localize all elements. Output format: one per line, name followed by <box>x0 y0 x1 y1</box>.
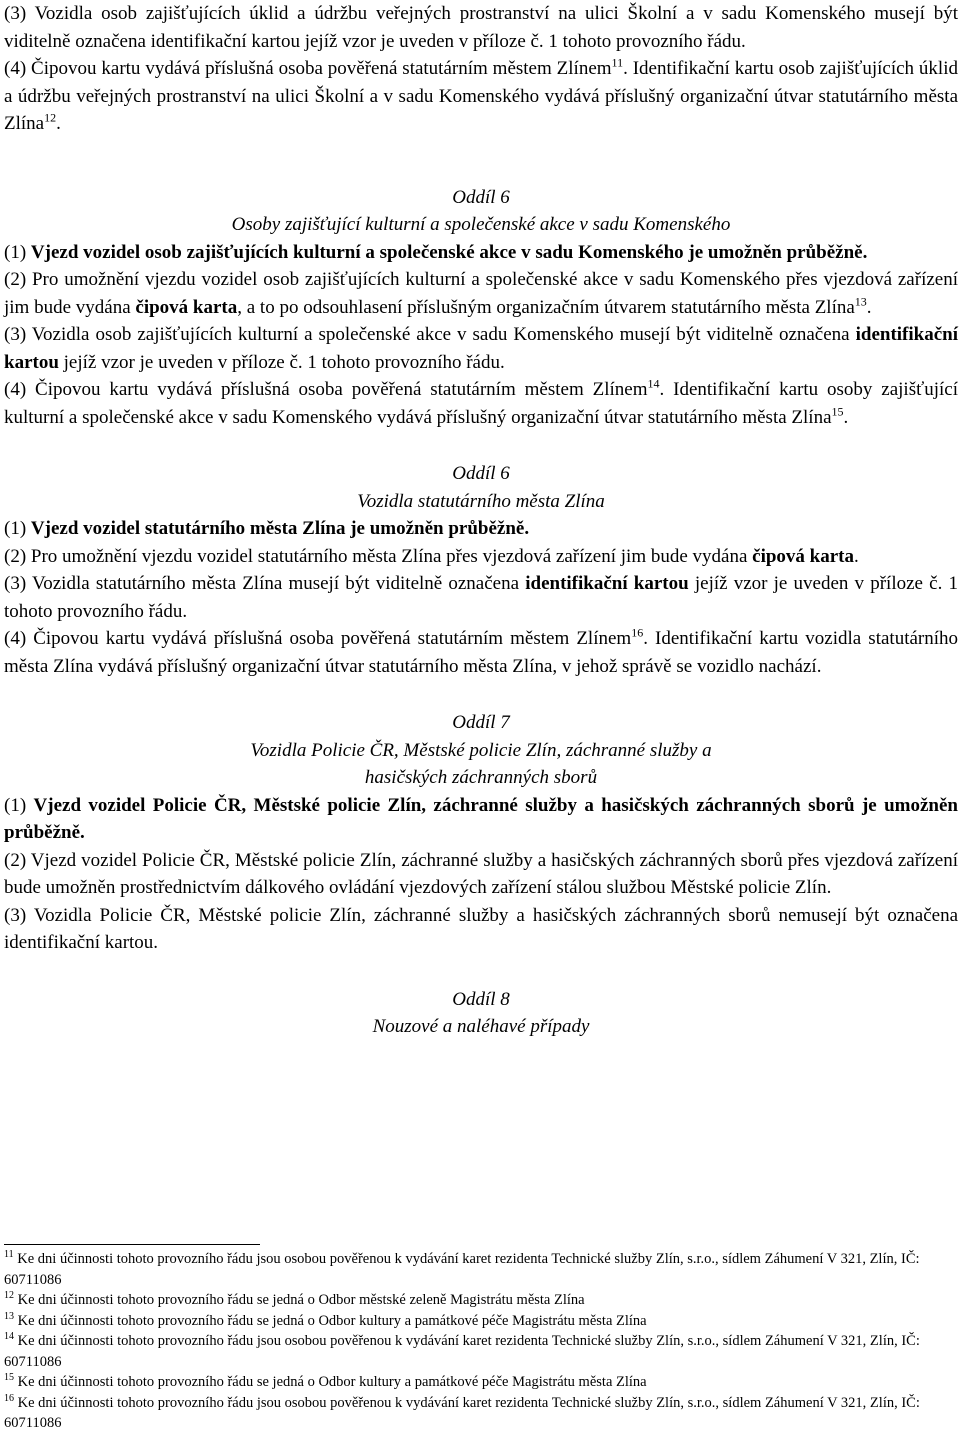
paragraph-1: (1) Vjezd vozidel statutárního města Zlína je umožněn průběžně. <box>4 518 530 539</box>
footnote-ref-15[interactable]: 15 <box>831 404 844 419</box>
footnote-ref-14[interactable]: 14 <box>647 376 660 391</box>
footnote-ref-13[interactable]: 13 <box>854 294 867 309</box>
section-6-cultural-events <box>4 184 958 432</box>
paragraph-2: (2) Vjezd vozidel Policie ČR, Městské policie Zlín, záchranné služby a hasičských záchranných sborů přes vjezdová zařízení bude umožněn prostřednictvím dálkového ovládání vjezdových zařízení stálou službou Městské policie Zlín. <box>4 849 958 898</box>
paragraph-4: (4) Čipovou kartu vydává příslušná osoba pověřená statutárním městem Zlínem$^{16}$. Identifikační kartu vozidla statutárního města Zlína vydává příslušný organizační útvar statutárního města Zlína, v jehož správě se vozidlo nachází. <box>4 625 959 677</box>
paragraph-4: (4) Čipovou kartu vydává příslušná osoba pověřená statutárním městem Zlínem$^{14}$. Identifikační kartu osoby zajišťující kulturní a společenské akce v sadu Komenského vydává příslušný organizační útvar statutárního města Zlína$^{15}$. <box>4 376 958 428</box>
paragraph-1: (1) Vjezd vozidel osob zajišťujících kulturní a společenské akce v sadu Komenského je umožněn průběžně. <box>4 241 868 263</box>
section-title: Vozidla statutárního města Zlína <box>357 490 605 512</box>
footnote-11: $^{11}$ Ke dni účinnosti tohoto provozního řádu jsou osobou pověřenou k vydávání karet rezidenta Technické služby Zlín, s.r.o., sídlem Záhumení V 321, Zlín, IČ: 60711086 <box>4 1249 920 1288</box>
footnote-13: $^{13}$ Ke dni účinnosti tohoto provozního řádu se jedná o Odbor kultury a památkové péče Magistrátu města Zlína <box>4 1310 647 1329</box>
section-8-emergency-cases <box>4 986 958 1041</box>
section-spacer <box>4 138 958 184</box>
section-title-line-2: hasičských záchranných sborů <box>364 767 598 788</box>
section-heading: Oddíl 6 <box>452 186 510 208</box>
footnote-16: $^{16}$ Ke dni účinnosti tohoto provozního řádu jsou osobou pověřenou k vydávání karet rezidenta Technické služby Zlín, s.r.o., sídlem Záhumení V 321, Zlín, IČ: 60711086 <box>4 1392 920 1431</box>
footnotes <box>4 1244 958 1434</box>
section-heading: Oddíl 7 <box>452 712 510 733</box>
footnote-ref-11[interactable]: 11 <box>611 55 624 70</box>
paragraph-3-cleaning-vehicles: (3) Vozidla osob zajišťujících úklid a údržbu veřejných prostranství na ulici Školní a v sadu Komenského musejí být viditelně označena identifikační kartou jejíž vzor je uveden v příloze č. 1 tohoto provozního řádu. <box>4 3 958 52</box>
paragraph-2: (2) Pro umožnění vjezdu vozidel statutárního města Zlína přes vjezdová zařízení jim bude vydána čipová karta. <box>4 545 859 567</box>
section-title-line-1: Vozidla Policie ČR, Městské policie Zlín, záchranné služby a <box>250 739 712 761</box>
footnote-ref-16[interactable]: 16 <box>631 625 644 640</box>
footnote-separator <box>4 1244 260 1245</box>
footnote-ref-12[interactable]: 12 <box>44 110 57 125</box>
footnote-15: $^{15}$ Ke dni účinnosti tohoto provozního řádu se jedná o Odbor kultury a památkové péče Magistrátu města Zlína <box>4 1372 647 1390</box>
section-spacer <box>4 431 958 460</box>
section-spacer <box>4 957 958 986</box>
section-heading: Oddíl 8 <box>452 988 510 1010</box>
paragraph-1: (1) Vjezd vozidel Policie ČR, Městské policie Zlín, záchranné služby a hasičských záchranných sborů je umožněn průběžně. <box>4 794 958 843</box>
section-title: Osoby zajišťující kulturní a společenské akce v sadu Komenského <box>231 214 731 235</box>
section-spacer <box>4 680 958 709</box>
paragraph-3: (3) Vozidla Policie ČR, Městské policie Zlín, záchranné služby a hasičských záchranných sborů nemusejí být označena identifikační kartou. <box>4 904 958 953</box>
section-6-city-vehicles <box>4 460 958 680</box>
footnote-12: $^{12}$ Ke dni účinnosti tohoto provozního řádu se jedná o Odbor městské zeleně Magistrátu města Zlína <box>4 1290 585 1308</box>
section-heading: Oddíl 6 <box>452 463 510 484</box>
paragraph-4-cleaning-chip-card: (4) Čipovou kartu vydává příslušná osoba pověřená statutárním městem Zlínem$^{11}$. Identifikační kartu osob zajišťujících úklid a údržbu veřejných prostranství na ulici Školní a v sadu Komenského vydává příslušný organizační útvar statutárního města Zlína$^{12}$. <box>4 55 958 134</box>
section-7-emergency-vehicles <box>4 709 958 957</box>
footnote-14: $^{14}$ Ke dni účinnosti tohoto provozního řádu jsou osobou pověřenou k vydávání karet rezidenta Technické služby Zlín, s.r.o., sídlem Záhumení V 321, Zlín, IČ: 60711086 <box>4 1331 920 1370</box>
paragraph-3: (3) Vozidla statutárního města Zlína musejí být viditelně označena identifikační kartou jejíž vzor je uveden v příloze č. 1 tohoto provozního řádu. <box>4 573 958 622</box>
paragraph-2: (2) Pro umožnění vjezdu vozidel osob zajišťujících kulturní a společenské akce v sadu Komenského přes vjezdová zařízení jim bude vydána čipová karta, a to po odsouhlasení příslušným organizačním útvarem statutárního města Zlína$^{13}$. <box>4 269 958 318</box>
paragraph-3: (3) Vozidla osob zajišťujících kulturní a společenské akce v sadu Komenského musejí být viditelně označena identifikační kartou jejíž vzor je uveden v příloze č. 1 tohoto provozního řádu. <box>4 324 958 373</box>
section-title: Nouzové a naléhavé případy <box>372 1016 590 1037</box>
